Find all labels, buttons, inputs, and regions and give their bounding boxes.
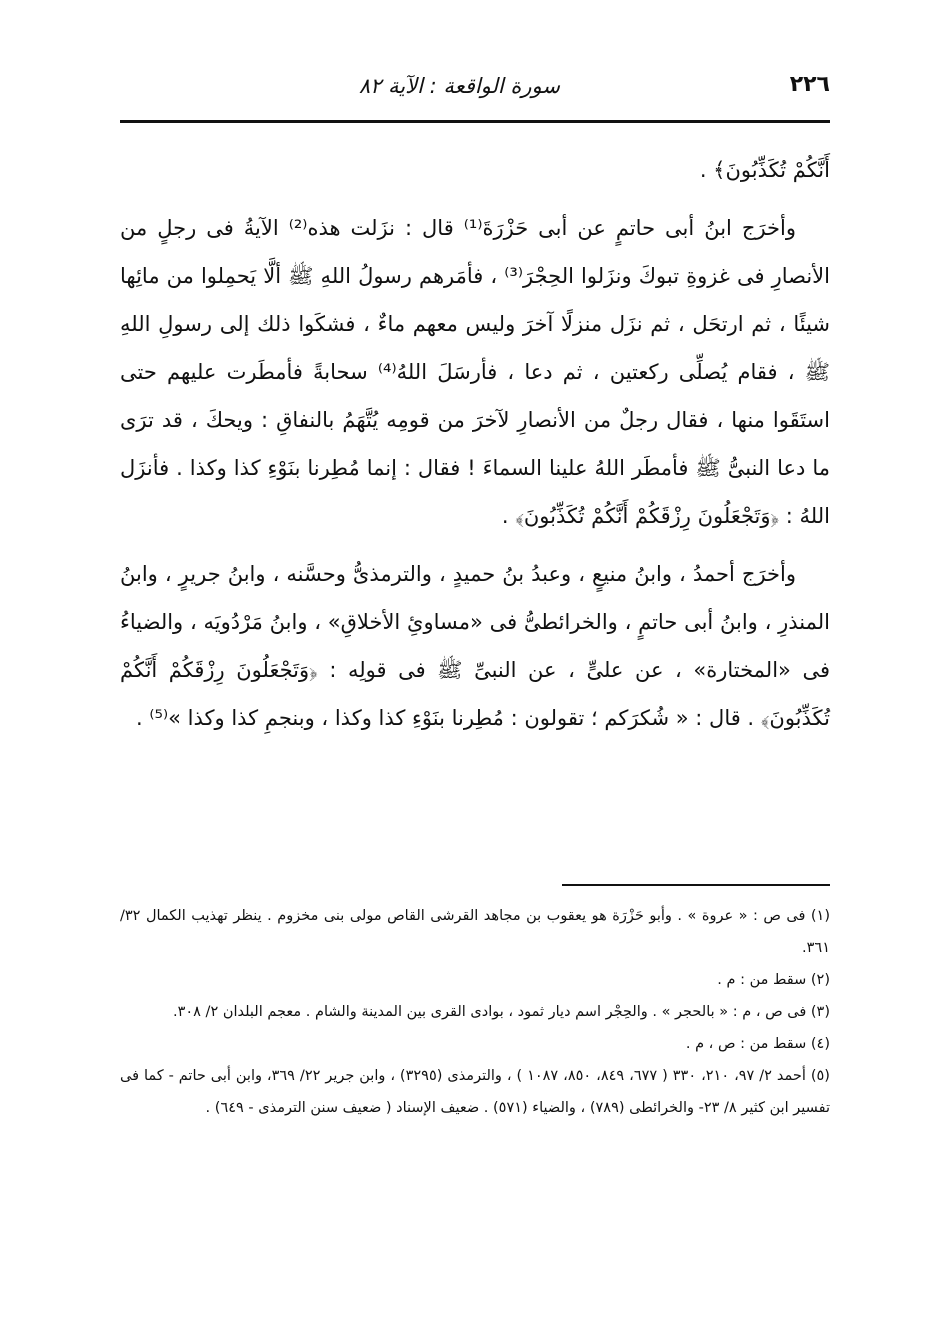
- main-text: [120, 146, 830, 752]
- footnote-4: (٤) سقط من : ص ، م .: [685, 1036, 830, 1052]
- paragraph-2: وأخرَج أحمدُ ، وابنُ منيعٍ ، وعبدُ بنُ حميدٍ ، والترمذىُّ وحسَّنه ، وابنُ جريرٍ ، وابنُ المنذرِ ، وابنُ أبى حاتمٍ ، والخرائطىُّ فى «مساوئِ الأخلاقِ» ، وابنُ مَرْدُويَه ، والضياءُ فى «المختارة» ، عن علىٍّ ، عن النبىِّ ﷺ فى قولِه : ﴿وَتَجْعَلُونَ رِزْقَكُمْ أَنَّكُمْ تُكَذِّبُونَ﴾ . قال : « شُكرَكم ؛ تقولون : مُطِرنا بنَوْءِ كذا وكذا ، وبنجمِ كذا وكذا »⁽⁵⁾ .: [120, 562, 830, 730]
- page-number: ٢٢٦: [789, 72, 830, 97]
- footnote-5: (٥) أحمد ٢/ ٩٧، ٢١٠، ٣٣٠ ( ٦٧٧، ٨٤٩، ٨٥٠، ١٠٨٧ ) ، والترمذى (٣٢٩٥) ، وابن جرير ٢٢/ ٣٦٩، وابن أبى حاتم - كما فى تفسير ابن كثير ٨/ ٢٣- والخرائطى (٧٨٩) ، والضياء (٥٧١) . ضعيف الإسناد ( ضعيف سنن الترمذى - ٦٤٩) .: [120, 1068, 830, 1116]
- paragraph-1: وأخرَج ابنُ أبى حاتمٍ عن أبى حَزْرَةَ⁽¹⁾ قال : نزَلت هذه⁽²⁾ الآيةُ فى رجلٍ من الأنصارِ فى غزوةِ تبوكَ ونزَلوا الحِجْرَ⁽³⁾ ، فأمَرهم رسولُ اللهِ ﷺ ألَّا يَحمِلوا من مائِها شيئًا ، ثم ارتحَل ، ثم نزَل منزلًا آخرَ وليس معهم ماءٌ ، فشكَوا ذلك إلى رسولِ اللهِ ﷺ ، فقام يُصلِّى ركعتين ، ثم دعا ، فأرسَلَ اللهُ⁽⁴⁾ سحابةً فأمطَرت عليهم حتى استَقَوا منها ، فقال رجلٌ من الأنصارِ لآخرَ من قومِه يُتَّهَمُ بالنفاقِ : ويحكَ ، قد ترَى ما دعا النبىُّ ﷺ فأمطَر اللهُ علينا السماءَ ! فقال : إنما مُطِرنا بنَوْءِ كذا وكذا . فأنزَل اللهُ : ﴿وَتَجْعَلُونَ رِزْقَكُمْ أَنَّكُمْ تُكَذِّبُونَ﴾ .: [120, 216, 830, 528]
- footnote-separator: [562, 884, 830, 886]
- footnote-1: (١) فى ص : « عروة » . وأبو حَزْرَة هو يعقوب بن مجاهد القرشى القاص مولى بنى مخزوم . ينظر تهذيب الكمال ٣٢/ ٣٦١.: [120, 908, 830, 956]
- running-title: سورة الواقعة : الآية ٨٢: [358, 74, 560, 98]
- footnote-3: (٣) فى ص ، م : « بالحجر » . والحِجْر اسم ديار ثمود ، بوادى القرى بين المدينة والشام . معجم البلدان ٢/ ٣٠٨.: [172, 1004, 830, 1020]
- footnote-2: (٢) سقط من : م .: [717, 972, 830, 988]
- header-rule: [120, 120, 830, 123]
- footnotes: [120, 900, 830, 1124]
- paragraph-verse-continuation: أَنَّكُمْ تُكَذِّبُونَ﴾ .: [699, 158, 830, 182]
- running-header: [120, 62, 830, 118]
